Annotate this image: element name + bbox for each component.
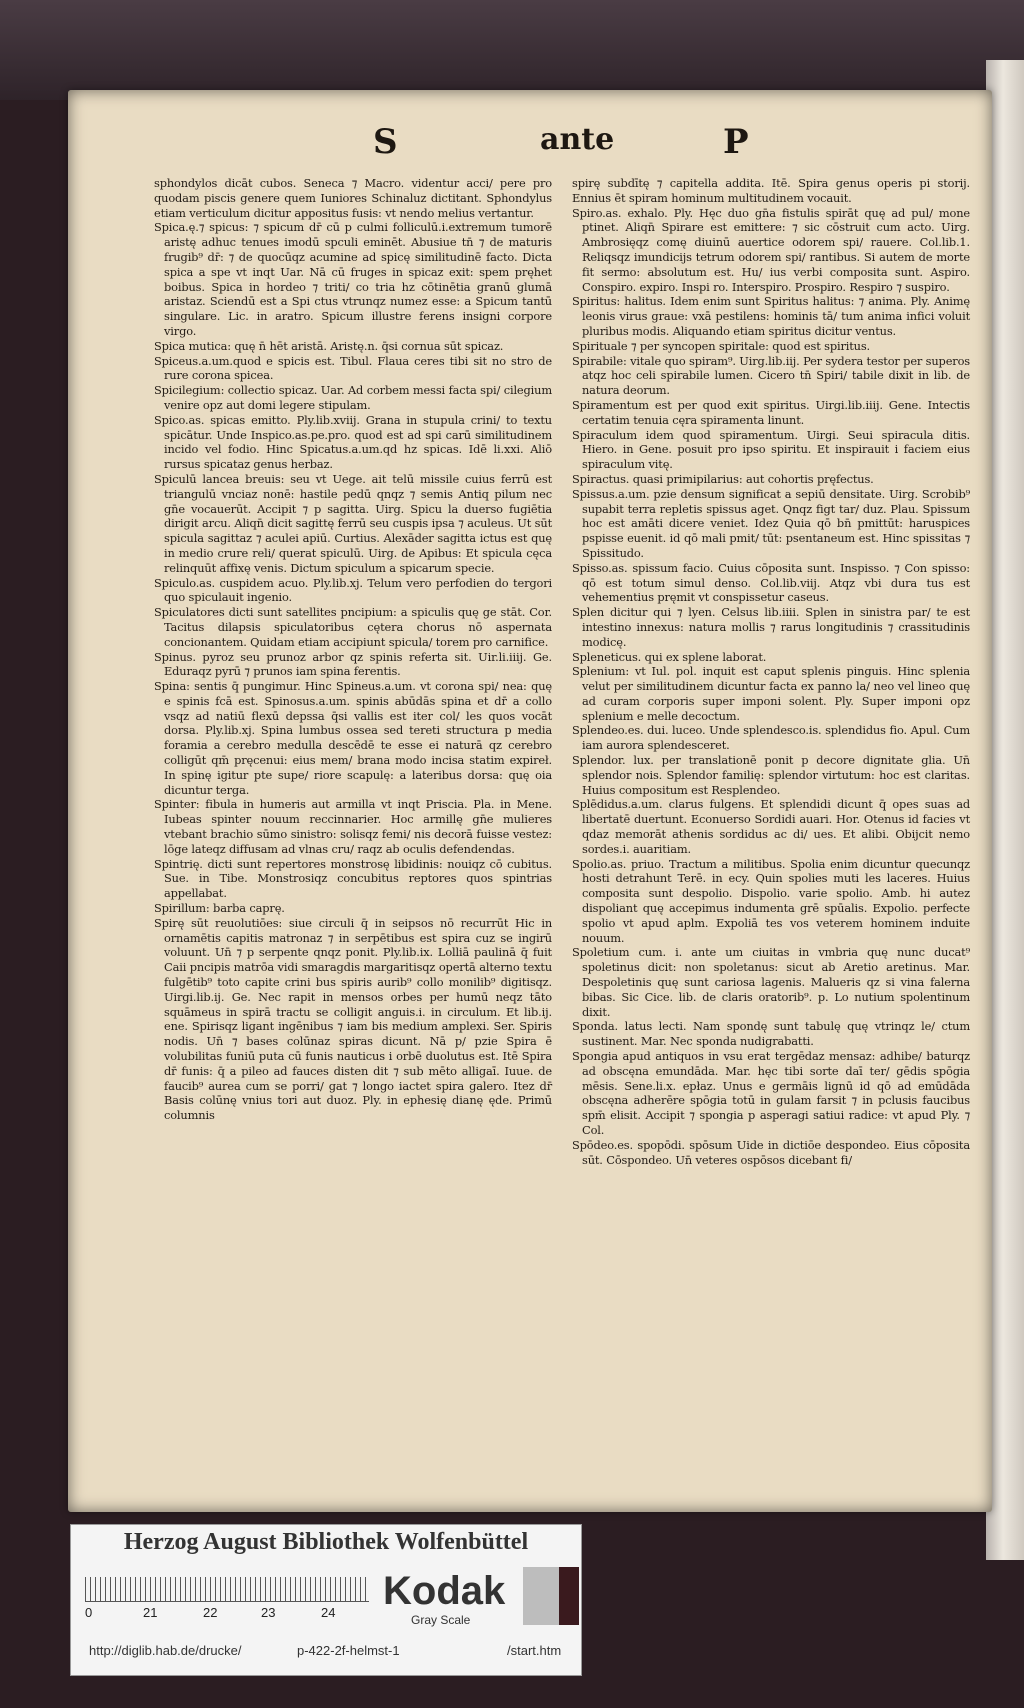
page-header (68, 122, 992, 172)
start-link: /start.htm (507, 1643, 562, 1658)
entry-paragraph: Spoletium cum. i. ante um ciuitas in vmbria quę nunc ducat⁹ spoletinus dicit: non spoletanus: sicut ab Aretio aretinus. Mar. Despoletinis quę sunt cariosa lagenis. Malueris qz si vina falerna bibas. Sic Cice. lib. de claris oratorib⁹. p. Lo nutium spolentinum dixit. (572, 945, 970, 1019)
library-title: Herzog August Bibliothek Wolfenbüttel (123, 1529, 529, 1555)
entry-paragraph: Spongia apud antiquos in vsu erat tergēdaz mensaz: adhibe/ baturqz ad obscęna emundāda. Mar. hęc tibi sorte daī ter/ gēdis spōgia mēsis. Sene.li.x. epłaz. Unus e germāis lignū id qō ad emūdāda obscęna adherēre spōgia totū in gulam farsit ⁊ in pclusis faucibus spm̄ elisit. Accipit ⁊ spongia p asperagi satiui radice: vt apud Ply. ⁊ Col. (572, 1049, 970, 1137)
book-page (68, 90, 992, 1512)
gray-swatch (523, 1567, 559, 1625)
top-background (0, 0, 1024, 100)
ruler-number: 0 (85, 1605, 93, 1620)
entry-paragraph: Spiculatores dicti sunt satellites pncipium: a spiculis quę ge stāt. Cor. Tacitus dilapsis spiculatoribus cętera chorus nō aspernata concionantem. Quidam etiam accipiunt spicula/ torem pro carnifice. (154, 605, 552, 649)
entry-paragraph: Spico.as. spicas emitto. Ply.lib.xviij. Grana in stupula crini/ to textu spicātur. Unde Inspico.as.pe.pro. quod est ad spi carū similitudinem incido vel fodio. Hinc Spicatus.a.um.qd hz spicas. Idē li.xxi. Aliō rursus spicataz genus herbaz. (154, 412, 552, 472)
entry-paragraph: Spirabile: vitale quo spiram⁹. Uirg.lib.iij. Per sydera testor per superos atqz hoc celi spirabile lumen. Cicero tn̄ Spiri/ tabile dixit in lib. de natura deorum. (572, 353, 970, 398)
right-text-column (572, 176, 970, 1167)
ruler-scale (85, 1577, 369, 1602)
kodak-logo: Kodak (383, 1569, 506, 1613)
left-text-column (154, 176, 552, 1123)
header-letter-right: P (723, 122, 749, 162)
entry-paragraph: Spiritus: halitus. Idem enim sunt Spiritus halitus: ⁊ anima. Ply. Animę leonis virus graue: vxā pestilens: hominis tā/ tum anima infici voluit pluribus modis. Aliquando etiam spiritus dicitur ventus. (572, 294, 970, 338)
entry-paragraph: Splen dicitur qui ⁊ lyen. Celsus lib.iiii. Splen in sinistra par/ te est intestino innexus: natura mollis ⁊ rarus longitudinis ⁊ crassitudinis modicę. (572, 605, 970, 649)
entry-paragraph: Spinus. pyroz seu prunoz arbor qz spinis referta sit. Uir.li.iiij. Ge. Eduraqz pyrū ⁊ prunos iam spina ferentis. (154, 649, 552, 679)
entry-paragraph: Spiculū lancea breuis: seu vt Uege. ait telū missile cuius ferrū est triangulū vnciaz nonē: hastile pedū qnqz ⁊ semis Antiq pilum nec gn̄e vocauerūt. Accipit ⁊ p sagitta. Uirg. Spicu la duerso fugiētia dirigit arcu. Aliqn̄ dicit sagittę ferrū seu cuspis ipsa ⁊ aculeus. Ut sūt spicula sagittaz ⁊ aculei apiū. Curtius. Alexāder sagitta ictus est quę in medio crure reli/ querat spiculū. Uirg. de Apibus: Et spicula cęca relinquūt affixę venis. Dictum spiculum a spicarum specie. (154, 471, 552, 575)
entry-paragraph: Spirituale ⁊ per syncopen spiritale: quod est spiritus. (572, 338, 871, 353)
shelfmark: p-422-2f-helmst-1 (297, 1643, 400, 1658)
entry-paragraph: Sponda. latus lecti. Nam spondę sunt tabulę quę vtrinqz le/ ctum sustinent. Mar. Nec sponda nudigrabatti. (572, 1019, 970, 1049)
entry-paragraph: Spica mutica: quę n̄ hēt aristā. Aristę.n. q̄si cornua sūt spicaz. (154, 338, 504, 353)
source-url: http://diglib.hab.de/drucke/ (89, 1643, 242, 1658)
entry-paragraph: Spina: sentis q̄ pungimur. Hinc Spineus.a.um. vt corona spi/ nea: quę e spinis fcā est. Spinosus.a.um. spinis abūdās spina et dr̄ a collo vsqz ad natiū flexū depssa q̄si vallis est iter col/ les quos vocāt dorsa. Ply.lib.xj. Spina lumbus ossea sed tereti structura p media foramia a cerebro medulla descēdē te esse ei naturā qz cerebro colligūt qm̄ pręcenui: eius mem/ brana modo incisa statim expireł. In spinę igitur pte supe/ riore scapulę: a lateribus dorsa: quę oia dicuntur terga. (154, 679, 552, 797)
header-letter-left: S (373, 122, 398, 162)
ruler-number: 23 (261, 1605, 276, 1620)
entry-paragraph: Spiro.as. exhalo. Ply. Hęc duo gn̄a fistulis spirāt quę ad pul/ mone ptinet. Aliqn̄ Spirare est emittere: ⁊ sic cōstruit cum acto. Uirg. Ambrosięqz comę diuinū auertice odorem spi/ rauere. Col.lib.1. Reliqsqz imundicijs tetrum odorem spi/ rantibus. Si autem de morte fit sermo: absolutum est. Hu/ ius verbi composita sunt. Aspiro. Conspiro. expiro. Inspi ro. Interspiro. Prospiro. Respiro ⁊ suspiro. (572, 205, 970, 294)
entry-paragraph: Spisso.as. spissum facio. Cuius cōposita sunt. Inspisso. ⁊ Con spisso: qō est totum simul denso. Col.lib.viij. Atqz vbi dura tus est vehementius pręmit vt conspissetur caseus. (572, 560, 970, 605)
entry-paragraph: Spintrię. dicti sunt repertores monstrosę libidinis: nouiqz cō cubitus. Sue. in Tibe. Monstrosiqz concubitus reptores quos spintrias appellabat. (154, 856, 552, 901)
entry-paragraph: Spiractus. quasi primipilarius: aut cohortis pręfectus. (572, 471, 874, 486)
entry-paragraph: Spinter: fibula in humeris aut armilla vt inqt Priscia. Pla. in Mene. Iubeas spinter nouum reccinnarier. Hoc armillę gn̄e mulieres vtebant brachio sūmo sinistro: solisqz femi/ nis decorā fuisse vestez: lōge lateqz diffusam ad vlnas cru/ raqz ab oculis defendendas. (154, 797, 552, 856)
entry-paragraph: Spleneticus. qui ex splene laborat. (572, 649, 767, 664)
entry-paragraph: Spiculo.as. cuspidem acuo. Ply.lib.xj. Telum vero perfodien do tergori quo spiculauit ingenio. (154, 575, 552, 605)
entry-paragraph: Spissus.a.um. pzie densum significat a sepiū densitate. Uirg. Scrobib⁹ supabit terra repletis spissus aget. Qnqz figt tar/ duz. Plau. Spissum hoc est amāti dicere veniet. Idez Quia qō bn̄ pmittūt: haruspices pspisse euenit. id qō mali pmit/ tūt: psentaneum est. Hinc spissitas ⁊ Spissitudo. (572, 486, 970, 560)
entry-paragraph: Splendor. lux. per translationē ponit p decore dignitate glia. Un̄ splendor nois. Splendor familię: splendor virtutum: hoc est claritas. Huius compositum est Resplendeo. (572, 753, 970, 797)
entry-paragraph: Spica.ę.⁊ spicus: ⁊ spicum dr̄ cū p culmi folliculū.i.extremum tumorē aristę adhuc tenues imodū spculi eminēt. Abusiue tn̄ ⁊ de maturis frugib⁹ dr̄: ⁊ de quocūqz acumine ad spicę similitudinē facto. Dicta spica a spe vt inqt Uar. Nā cū fruges in spicaz exit: spem pręhet boibus. Spica in hordeo ⁊ triti/ co tria hz cōtinētia granū glumā aristaz. Sciendū est a Spi ctus vtrunqz numez esse: a Spicum tantū singulare. Lic. in aratro. Spicum illustre ferens insigni corpore virgo. (154, 220, 552, 338)
kodak-scale-card (70, 1524, 582, 1676)
header-word: ante (540, 122, 615, 157)
entry-paragraph: Splendeo.es. dui. luceo. Unde splendesco.is. splendidus fio. Apul. Cum iam aurora splendesceret. (572, 723, 970, 753)
entry-paragraph: Spirillum: barba caprę. (154, 901, 285, 916)
entry-paragraph: Spiceus.a.um.quod e spicis est. Tibul. Flaua ceres tibi sit no stro de rure corona spicea. (154, 353, 552, 383)
ruler-number: 24 (321, 1605, 336, 1620)
entry-paragraph: Spōdeo.es. spopōdi. spōsum Uide in dictiōe despondeo. Eius cōposita sūt. Cōspondeo. Un̄ veteres ospōsos dicebant fi/ (572, 1137, 970, 1167)
ruler-number: 22 (203, 1605, 218, 1620)
entry-paragraph: Splenium: vt Iul. pol. inquit est caput splenis pinguis. Hinc splenia velut per similitudinem dicuntur facta ex panno la/ neo vel lineo quę ad curam corporis super imponi solent. Ply. Super imponi opz splenium e melle decoctum. (572, 664, 970, 723)
entry-paragraph: Spiraculum idem quod spiramentum. Uirgi. Seui spiracula ditis. Hiero. in Gene. posuit pro ipso spiritu. Et inspirauit i faciem eius spiraculum vitę. (572, 427, 970, 472)
entry-paragraph: Spiramentum est per quod exit spiritus. Uirgi.lib.iiij. Gene. Intectis certatim tenuia cęra spiramenta linunt. (572, 397, 970, 427)
ruler-number: 21 (143, 1605, 158, 1620)
entry-paragraph: Spolio.as. priuo. Tractum a militibus. Spolia enim dicuntur quecunqz hosti detrahunt Terē. in ecy. Quin spolies muti les laceres. Huius composita sunt despolio. Dispolio. varie spolio. Amb. hi autez dispoliant quę accepimus indumenta grē spūalis. Expolio. perfecte spolio vt apud aplm. Expoliā tes vos veterem hominem induite nouum. (572, 856, 970, 945)
gray-scale-label: Gray Scale (411, 1613, 471, 1627)
entry-paragraph: sphondylos dicāt cubos. Seneca ⁊ Macro. videntur acci/ pere pro quodam piscis genere quem Iuniores Schinaluz dictitant. Sphondylus etiam verticulum dicitur appositus fusis: vt nendo melius vertantur. (154, 176, 552, 220)
entry-paragraph: spirę subdītę ⁊ capitella addita. Itē. Spira genus operis pi storij. Ennius ēt spiram hominum multitudinem vocauit. (572, 176, 970, 205)
entry-paragraph: Spicilegium: collectio spicaz. Uar. Ad corbem messi facta spi/ cilegium venire opz aut domi legere stipulam. (154, 383, 552, 412)
dark-swatch (559, 1567, 579, 1625)
entry-paragraph: Spirę sūt reuolutiōes: siue circuli q̄ in seipsos nō recurrūt Hic in ornamētis capitis matronaz ⁊ in serpētibus est spira cuz se ingirū voluunt. Un̄ ⁊ p serpente qnqz ponit. Ply.lib.ix. Lolliā paulinā q̄ fuit Caii pncipis matrōa vidi smaragdis margaritisqz opertā alterno textu fulgētib⁹ toto capite crini bus spiris aurib⁹ collo monilib⁹ digitisqz. Uirgi.lib.ij. Ge. Nec rapit in mensos orbes per humū neqz tāto squāmeus in spirā tractu se colligit anguis.i. in circulum. Et lib.ij. ene. Spirisqz ligant ingēnibus ⁊ iam bis medium amplexi. Ser. Spiris nodis. Un̄ ⁊ bases colūnaz spiras dicunt. Nā p/ pzie Spira ē volubilitas funiū puta cū funis nauticus i orbē duolutus est. Itē Spira dr̄ funis: q̄ a pileo ad fauces disten dit ⁊ sub mēto alligaī. Iuue. de faucib⁹ aurea cum se porri/ gat ⁊ longo iactet spira galero. Itez dr̄ Basis colūnę vnius tori aut duoz. Ply. in ephesię dianę ęde. Primū columnis (154, 915, 552, 1123)
entry-paragraph: Splēdidus.a.um. clarus fulgens. Et splendidi dicunt q̄ opes suas ad libertatē duertunt. Econuerso Sordidi auari. Hor. Otenus id facies vt qdaz memorāt athenis sordidus ac di/ ues. Et alibi. Obijcit nemo sordes.i. auaritiam. (572, 797, 970, 856)
